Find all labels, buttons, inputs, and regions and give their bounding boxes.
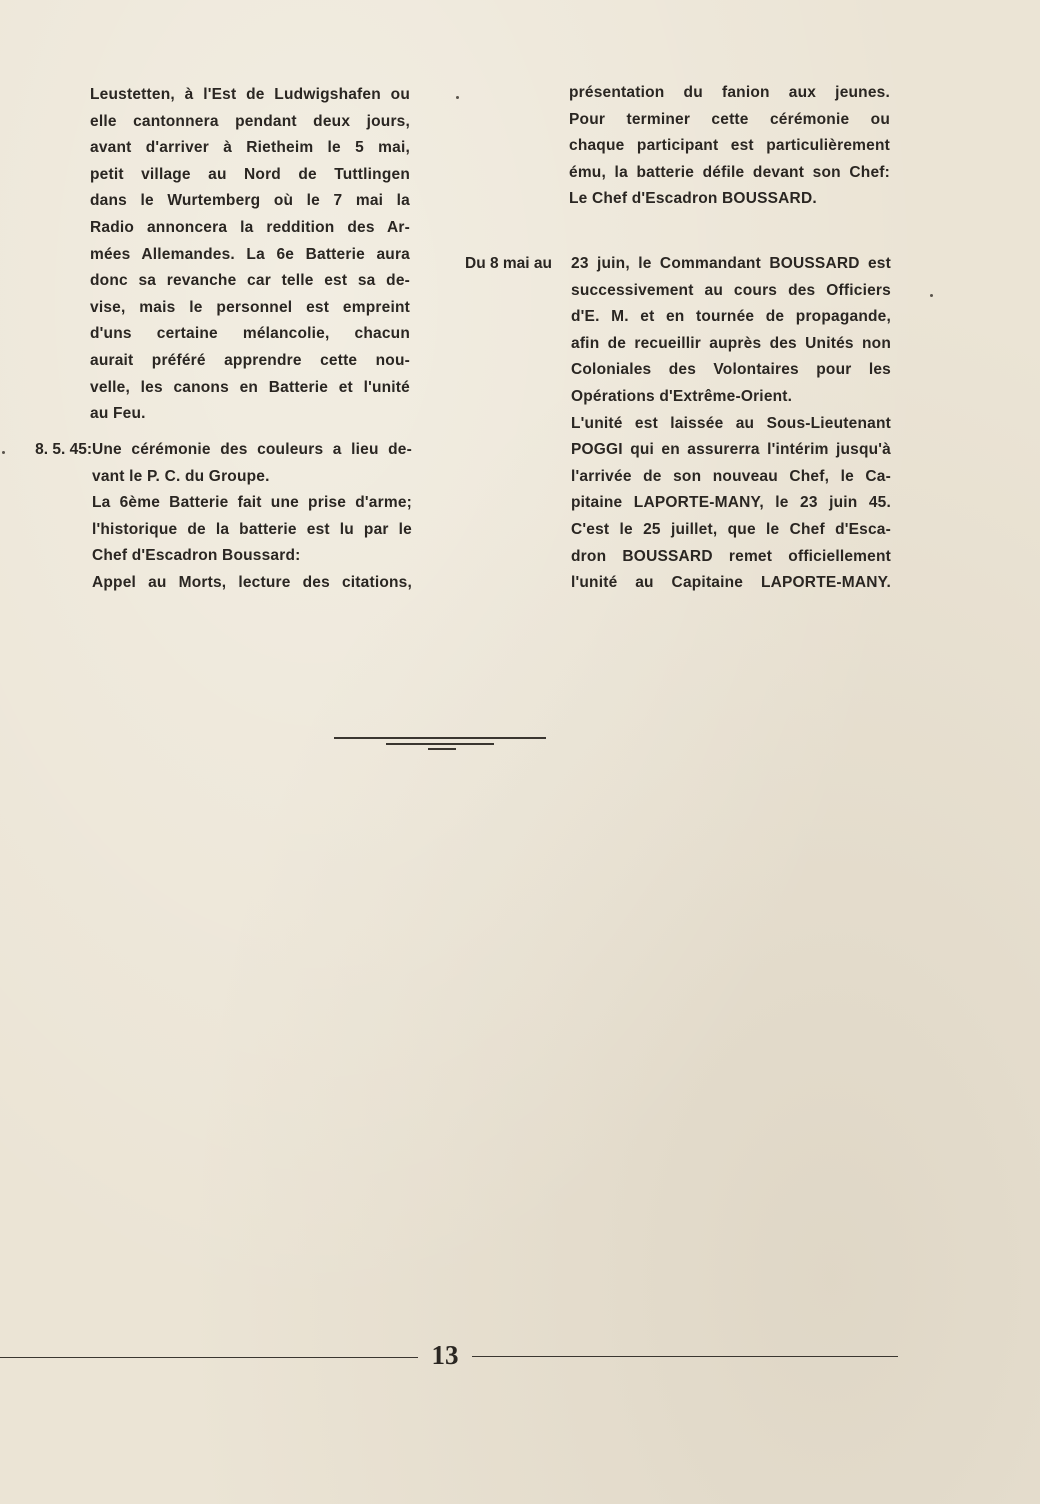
- text-line: présentation du fanion aux jeunes.: [569, 84, 890, 101]
- text-line: velle, les canons en Batterie et l'unité: [90, 378, 410, 396]
- text-line: l'historique de la batterie est lu par le: [92, 520, 412, 538]
- text-line: POGGI qui en assurerra l'intérim jusqu'à: [571, 441, 891, 459]
- left-column-paragraph-2: [92, 437, 412, 597]
- text-line: l'arrivée de son nouveau Chef, le Ca-: [571, 467, 891, 485]
- left-column-paragraph-1: [90, 82, 410, 428]
- section-divider-rule: [428, 748, 456, 750]
- text-line: d'uns certaine mélancolie, chacun: [90, 325, 410, 343]
- text-line: Pour terminer cette cérémonie ou: [569, 110, 890, 128]
- text-line: vise, mais le personnel est empreint: [90, 298, 410, 316]
- paper-speck: [2, 451, 5, 454]
- text-line: d'E. M. et en tournée de propagande,: [571, 308, 891, 326]
- text-line: pitaine LAPORTE-MANY, le 23 juin 45.: [571, 494, 891, 512]
- footer-rule-left: [0, 1357, 418, 1358]
- text-line: afin de recueillir auprès des Unités non: [571, 334, 891, 352]
- text-line: vant le P. C. du Groupe.: [92, 467, 270, 485]
- text-line: Opérations d'Extrême-Orient.: [571, 387, 793, 405]
- text-line: Leustetten, à l'Est de Ludwigshafen ou: [90, 86, 410, 103]
- text-line: Coloniales des Volontaires pour les: [571, 361, 891, 379]
- footer-rule-right: [472, 1356, 898, 1357]
- right-column-paragraph-1: [569, 80, 890, 213]
- text-line: l'unité au Capitaine LAPORTE-MANY.: [571, 574, 891, 592]
- text-line: au Feu.: [90, 405, 146, 423]
- text-line: elle cantonnera pendant deux jours,: [90, 112, 410, 130]
- text-line: petit village au Nord de Tuttlingen: [90, 165, 410, 183]
- text-line: Une cérémonie des couleurs a lieu de-: [92, 441, 412, 458]
- right-column-paragraph-2: [571, 251, 891, 597]
- text-line: chaque participant est particulièrement: [569, 137, 890, 155]
- section-divider-rule: [334, 737, 546, 739]
- text-line: La 6ème Batterie fait une prise d'arme;: [92, 494, 412, 512]
- paper-speck: [456, 96, 459, 99]
- page-number: 13: [431, 1340, 459, 1370]
- text-line: ému, la batterie défile devant son Chef:: [569, 163, 890, 181]
- date-label-8-5-45: 8. 5. 45:: [35, 441, 92, 458]
- paper-speck: [930, 294, 933, 297]
- text-line: donc sa revanche car telle est sa de-: [90, 272, 410, 290]
- text-line: Radio annoncera la reddition des Ar-: [90, 218, 410, 236]
- text-line: successivement au cours des Officiers: [571, 281, 891, 299]
- section-divider-rule: [386, 743, 494, 745]
- date-label-du-8-mai: Du 8 mai au: [465, 255, 552, 272]
- text-line: L'unité est laissée au Sous-Lieutenant: [571, 414, 891, 432]
- text-line: dron BOUSSARD remet officiellement: [571, 547, 891, 565]
- text-line: C'est le 25 juillet, que le Chef d'Esca-: [571, 520, 891, 538]
- bold-signature-line: Le Chef d'Escadron BOUSSARD.: [569, 190, 817, 208]
- text-line: aurait préféré apprendre cette nou-: [90, 351, 410, 369]
- text-line: 23 juin, le Commandant BOUSSARD est: [571, 255, 891, 272]
- text-line: dans le Wurtemberg où le 7 mai la: [90, 192, 410, 210]
- text-line: avant d'arriver à Rietheim le 5 mai,: [90, 139, 410, 157]
- text-line: Chef d'Escadron Boussard:: [92, 547, 301, 565]
- text-line: mées Allemandes. La 6e Batterie aura: [90, 245, 410, 263]
- text-line: Appel au Morts, lecture des citations,: [92, 573, 412, 591]
